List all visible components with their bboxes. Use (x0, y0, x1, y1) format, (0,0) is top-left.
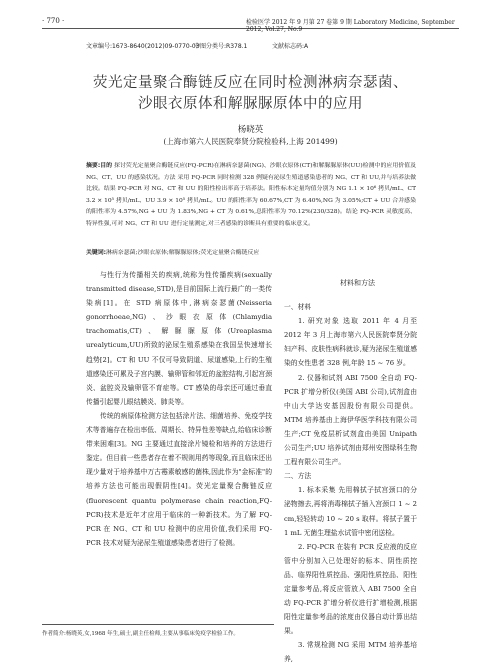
methods-paragraph-1: 1. 标本采集 先用棉拭子拭宫颈口的分泌物擦去,再将消毒棉拭子插入宫颈口 1 ~ 2 cm,轻轻转动 10 ~ 20 s 取样。将拭子置于 1 mL 无菌生理盐水试管中密闭送检。 (284, 486, 417, 537)
paper-title-line2: 沙眼衣原体和解脲脲原体中的应用 (138, 96, 363, 112)
author: 杨晓英 (237, 125, 264, 135)
author-footnote: 作者简介:杨晓英,女,1968 年生,硕士,副主任检师,主要从事临床免疫学检验工作。 (42, 624, 274, 637)
abstract-text: 探讨荧光定量聚合酶链反应(FQ-PCR)在淋病奈瑟菌(NG)、沙眼衣原体(CT)和解脲脲原体(UU)检测中的应用价值及 NG、CT、UU 的感染状况。方法 采用 FQ-PCR 同时检测 328 例疑有泌尿生殖道感染患者的 NG、CT 和 UU,并与培养法做比较。结果 FQ-PCR 对 NG、CT 和 UU 的阳性检出率高于培养法。阳性标本定量均值分别为 NG 1.1 × 10⁶ 拷贝/mL、CT 3.2 × 10⁵ 拷贝/mL、UU 3.9 × 10⁵ 拷贝/mL。UU 的阳性率为 60.67%,CT 为 6.40%,NG 为 3.05%;CT + UU 合并感染的阳性率为 4.57%,NG + UU 为 1.83%,NG + CT 为 0.61%,总阳性率为 70.12%(230/328)。结论 FQ-PCR 灵敏度高、特异性强,可对 NG、CT 和 UU 进行定量测定,对三者感染的诊断具有重要的临床意义。 (86, 163, 417, 227)
right-column (284, 268, 417, 667)
journal-citation: 检验医学 2012 年 9 月第 27 卷第 9 期 Laboratory Medicine, September 2012, Vol.27, No.9 (246, 19, 455, 33)
intro-paragraph-2: 传统的病原体检测方法包括涂片法、细菌培养、免疫学技术等普遍存在检出率低、周期长、特异性差等缺点,给临床诊断带来困难[3]。NG 主要通过直接涂片镜检和培养的方法进行鉴定。但目前一些患者存在着不规则用药等现象,而且临床还出现少量对于培养基中万古霉素敏感的菌株,因此作为"金标准"的培养方法也可能出现假阴性[4]。荧光定量聚合酶链反应(fluorescent quantu polymerase chain reaction,FQ-PCR)技术是近年才应用于临床的一种新技术。为了解 FQ-PCR 在 NG、CT 和 UU 检测中的应用价值,我们采用 FQ-PCR 技术对疑为泌尿生殖道感染患者进行了检测。 (86, 411, 272, 547)
left-column (86, 268, 272, 550)
methods-paragraph-3: 3. 常规检测 NG 采用 MTM 培养基培养, (284, 641, 417, 664)
abstract-label: 摘要:目的 (86, 163, 113, 169)
keywords (86, 247, 416, 256)
page-number: · 770 · (42, 17, 65, 25)
keywords-label: 关键词: (86, 250, 107, 256)
paper-title-line1: 荧光定量聚合酶链反应在同时检测淋病奈瑟菌、 (93, 75, 408, 91)
subheading-methods: 二、方法 (284, 472, 312, 481)
classification-number: 中图分类号:R378.1 (194, 43, 248, 50)
affiliation: (上海市第六人民医院奉贤分院检验科,上海 201499) (163, 137, 338, 146)
running-header (42, 16, 459, 33)
section-heading-materials-methods: 材料和方法 (340, 279, 375, 287)
document-code: 文献标志码:A (272, 43, 309, 50)
intro-paragraph-1: 与性行为传播相关的疾病,统称为性传播疾病(sexually transmitted disease,STD),是目前国际上流行最广的一类传染病[1]。在 STD 病原体中,淋病奈瑟菌(Neisseria gonorrhoeae,NG)、沙眼衣原体(Chlamydia trachomatis,CT)、解脲脲原体(Ureaplasma urealyticum,UU)所致的泌尿生殖系感染在我国呈快速增长趋势[2]。CT 和 UU 不仅可导致阴道、尿道感染,上行的生殖道感染还可累及子宫内膜、输卵管和邻近的盆腔结构,引起宫颈炎、盆腔炎及输卵管不育症等。CT 感染的母亲还可通过垂直传播引起婴儿眼结膜炎、肺炎等。 (86, 271, 272, 406)
subheading-materials: 一、材料 (284, 303, 312, 312)
article-number: 文章编号:1673-8640(2012)09-0770-03 (86, 43, 200, 50)
methods-paragraph-2: 2. FQ-PCR 在装有 PCR 反应液的反应管中分别加入已处理好的标本、阴性质控品、临界阳性质控品、强阳性质控品、阳性定量参考品,将反应管放入 ABI 7500 全自动 FQ-PCR 扩增分析仪进行扩增检测,根据阳性定量参考品的浓度由仪器自动计算出结果。 (284, 542, 417, 636)
materials-paragraph-2: 2. 仪器和试剂 ABI 7500 全自动 FQ-PCR 扩增分析仪(美国 ABI 公司),试剂盒由中山大学达安基因股份有限公司提供。MTM 培养基由上海伊华医学科技有限公司生产;CT 免疫层析试剂盒由美国 Unipath 公司生产;UU 培养试剂由郑州安图绿科生物工程有限公司生产。 (284, 373, 417, 467)
materials-paragraph-1: 1. 研究对象 选取 2011 年 4 月至 2012 年 3 月上海市第六人民医院奉贤分院妇产科、皮肤性病科就诊,疑为泌尿生殖道感染的女性患者 328 例,年龄 15 ~ 76 岁。 (284, 317, 417, 368)
keywords-text: 淋病奈瑟菌;沙眼衣原体;解脲脲原体;荧光定量聚合酶链反应 (106, 250, 260, 256)
abstract (86, 161, 416, 231)
